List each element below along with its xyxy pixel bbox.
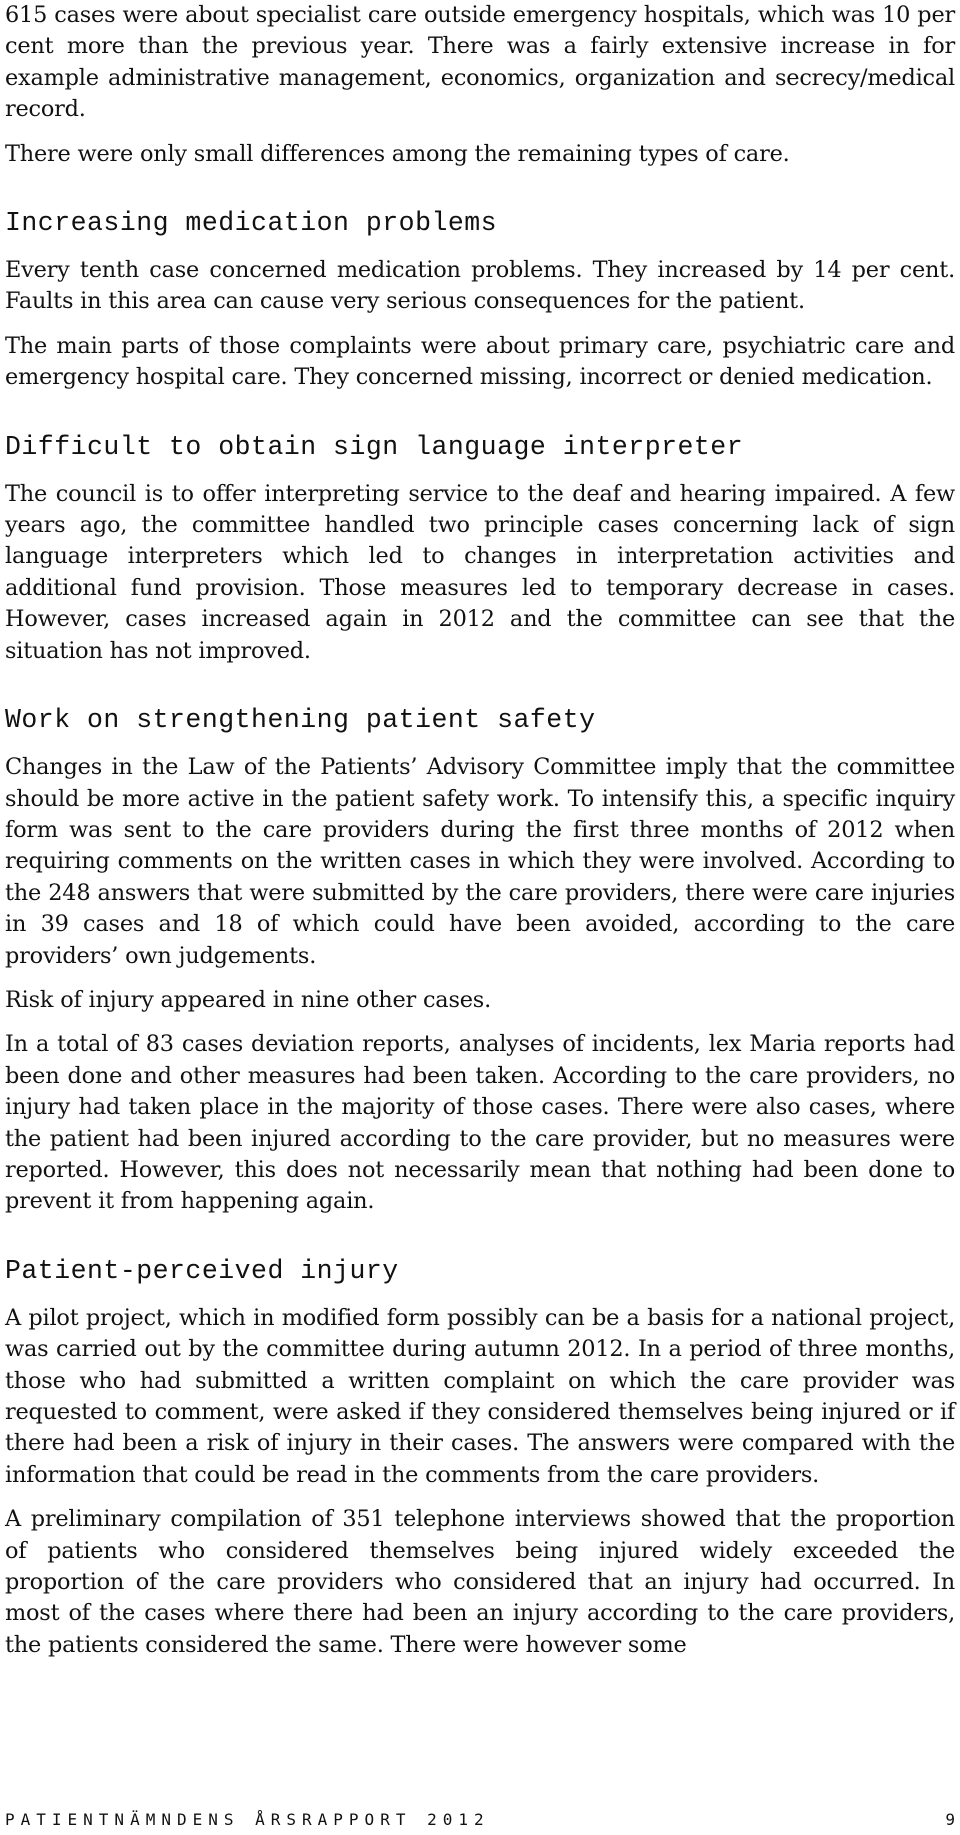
perceived-injury-paragraph-1: A pilot project, which in modified form possibly can be a basis for a national project, was carried out by the committee during autumn 2012. In a period of three months, those who had submitted a written complaint on which the care provider was requested to comment, were asked if they considered themselves being injured or if there had been a risk of injury in their cases. The answers were compared with the information that could be read in the comments from the care providers. [5, 1304, 955, 1488]
sign-language-paragraph-1: The council is to offer interpreting service to the deaf and hearing impaired. A few years ago, the committee handled two principle cases concerning lack of sign language interpreters which led to changes in interpretation activities and additional fund provision. Those measures led to temporary decrease in cases. However, cases increased again in 2012 and the committee can see that the situation has not improved. [5, 480, 955, 664]
medication-paragraph-2: The main parts of those complaints were about primary care, psychiatric care and emergency hospital care. They concerned missing, incorrect or denied medication. [5, 332, 955, 391]
section-heading-medication: Increasing medication problems [5, 208, 498, 239]
footer-title: PATIENTNÄMNDENS ÅRSRAPPORT 2012 [5, 1810, 490, 1829]
section-heading-perceived-injury: Patient-perceived injury [5, 1255, 399, 1286]
medication-paragraph-1: Every tenth case concerned medication problems. They increased by 14 per cent. Faults in this area can cause very serious consequences for the patient. [5, 257, 955, 315]
intro-paragraph-2: There were only small differences among the remaining types of care. [5, 140, 790, 167]
patient-safety-paragraph-3: In a total of 83 cases deviation reports, analyses of incidents, lex Maria reports had been done and other measures had been taken. According to the care providers, no injury had taken place in the majority of those cases. There were also cases, where the patient had been injured according to the care provider, but no measures were reported. However, this does not necessarily mean that nothing had been done to prevent it from happening again. [5, 1031, 955, 1215]
document-page [5, 0, 955, 1674]
section-heading-patient-safety: Work on strengthening patient safety [5, 705, 596, 736]
intro-paragraph-1: 615 cases were about specialist care outside emergency hospitals, which was 10 per cent more than the previous year. There was a fairly extensive increase in for example administrative management, economics, organization and secrecy/medical record. [5, 2, 955, 123]
perceived-injury-paragraph-2: A preliminary compilation of 351 telephone interviews showed that the proportion of patients who considered themselves being injured widely exceeded the proportion of the care providers who considered that an injury had occurred. In most of the cases where there had been an injury according to the care providers, the patients considered the same. There were however some [5, 1506, 955, 1658]
patient-safety-paragraph-2: Risk of injury appeared in nine other cases. [5, 986, 491, 1013]
page-number: 9 [945, 1810, 955, 1829]
section-heading-sign-language: Difficult to obtain sign language interpreter [5, 431, 744, 462]
patient-safety-paragraph-1: Changes in the Law of the Patients’ Advisory Committee imply that the committee should be more active in the patient safety work. To intensify this, a specific inquiry form was sent to the care providers during the first three months of 2012 when requiring comments on the written cases in which they were involved. According to the 248 answers that were submitted by the care providers, there were care injuries in 39 cases and 18 of which could have been avoided, according to the care providers’ own judgements. [5, 754, 955, 969]
page-footer [5, 1810, 955, 1830]
